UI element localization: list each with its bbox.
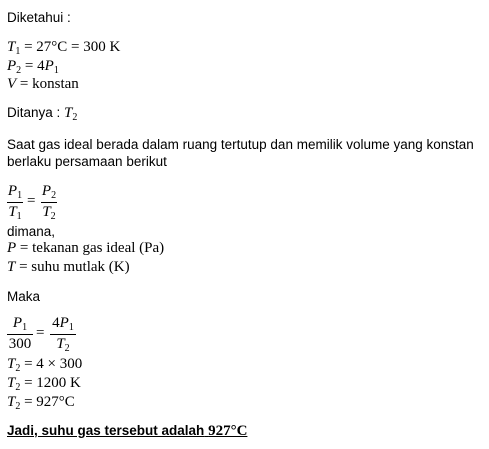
maka-label: Maka	[7, 289, 41, 304]
explanation-line-2: berlaku persamaan berikut	[7, 154, 167, 169]
definition-t: T = suhu mutlak (K)	[7, 259, 130, 275]
where-label: dimana,	[7, 224, 56, 239]
calc-step-1: $T_2 = 4 \times 300$	[7, 356, 83, 374]
given-v: V = konstan	[7, 76, 79, 92]
given-p2: $P_2 = 4P_1$	[7, 58, 59, 76]
substituted-equation: $P_1$ 300 = $4P_1$ $T_2$	[7, 315, 77, 355]
definition-p: P = tekanan gas ideal (Pa)	[7, 240, 165, 256]
calc-step-2: $T_2 = 1200$ K	[7, 375, 81, 393]
conclusion: Jadi, suhu gas tersebut adalah 927°C	[7, 423, 248, 439]
gas-law-equation: $P_1$ $T_1$ = $P_2$ $T_2$	[7, 183, 57, 222]
explanation-line-1: Saat gas ideal berada dalam ruang tertutup dan memilik volume yang konstan	[7, 137, 474, 152]
calc-step-3: $T_2 = 927^\circ C$	[7, 394, 75, 412]
asked-line: Ditanya : $T_2$	[7, 105, 78, 123]
given-t1: $T_1 = 27^\circ C = 300$ K	[7, 39, 121, 57]
known-heading: Diketahui :	[7, 10, 71, 25]
